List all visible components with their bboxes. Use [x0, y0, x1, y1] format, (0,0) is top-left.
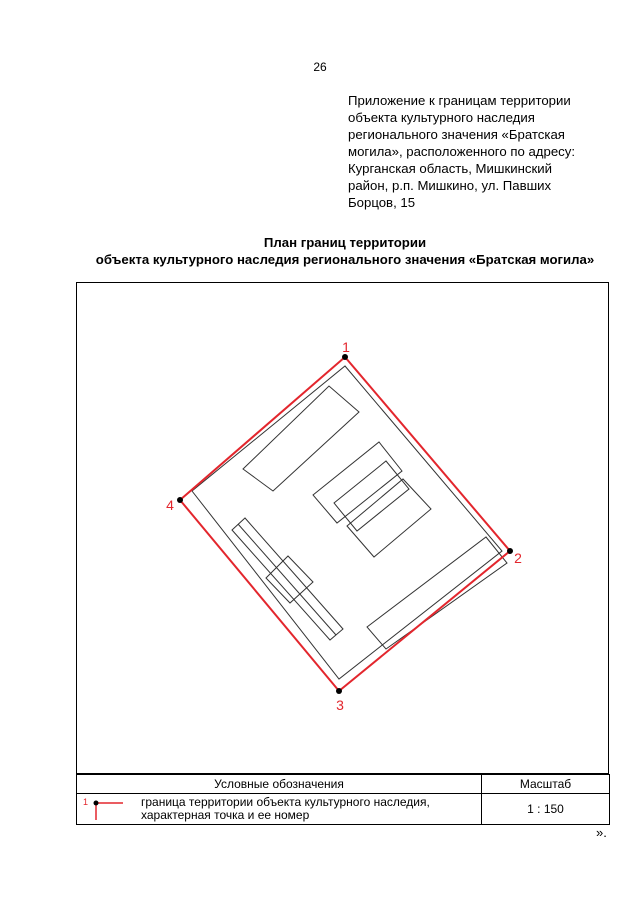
grave-outline	[367, 537, 507, 649]
boundary-line	[180, 357, 510, 691]
monument-axis	[238, 524, 336, 635]
closing-mark: ».	[596, 825, 607, 840]
scale-value: 1 : 150	[482, 794, 610, 825]
legend-description	[141, 796, 477, 822]
appendix-line: регионального значения «Братская	[348, 127, 565, 142]
legend-entry	[77, 794, 482, 825]
boundary-point-label: 2	[514, 550, 522, 566]
appendix-line: Борцов, 15	[348, 195, 416, 210]
plan-title-line: объекта культурного наследия регионального значения «Братская могила»	[95, 252, 595, 267]
site-plan-map	[76, 282, 609, 774]
page-number: 26	[313, 60, 327, 74]
legend-point-dot	[94, 801, 99, 806]
legend-symbol-number: 1	[83, 797, 89, 807]
appendix-note	[348, 92, 610, 211]
boundary-point-label: 3	[336, 697, 344, 713]
boundary-point-label: 4	[166, 497, 174, 513]
memorial-outline	[347, 479, 431, 557]
plan-title-line: План границ территории	[263, 235, 427, 250]
appendix-line: могила», расположенного по адресу:	[348, 144, 576, 159]
legend-header: Условные обозначения	[77, 775, 482, 794]
plan-title	[0, 234, 640, 268]
site-plan-drawing	[77, 283, 610, 775]
boundary-point-dot	[177, 497, 183, 503]
legend-description-line: граница территории объекта культурного наследия,	[141, 795, 430, 809]
boundary-symbol-icon	[81, 796, 125, 822]
legend-table	[76, 774, 610, 825]
boundary-point-dot	[336, 688, 342, 694]
appendix-line: район, р.п. Мишкино, ул. Павших	[348, 178, 552, 193]
appendix-line: Приложение к границам территории	[348, 93, 571, 108]
appendix-line: объекта культурного наследия	[348, 110, 535, 125]
appendix-line: Курганская область, Мишкинский	[348, 161, 552, 176]
boundary-point-label: 1	[342, 339, 350, 355]
inner-outline	[192, 366, 502, 679]
boundary-point-dot	[507, 548, 513, 554]
scale-header: Масштаб	[482, 775, 610, 794]
legend-description-line: характерная точка и ее номер	[141, 808, 310, 822]
memorial-outline	[313, 442, 402, 523]
boundary-polygon	[180, 357, 510, 691]
